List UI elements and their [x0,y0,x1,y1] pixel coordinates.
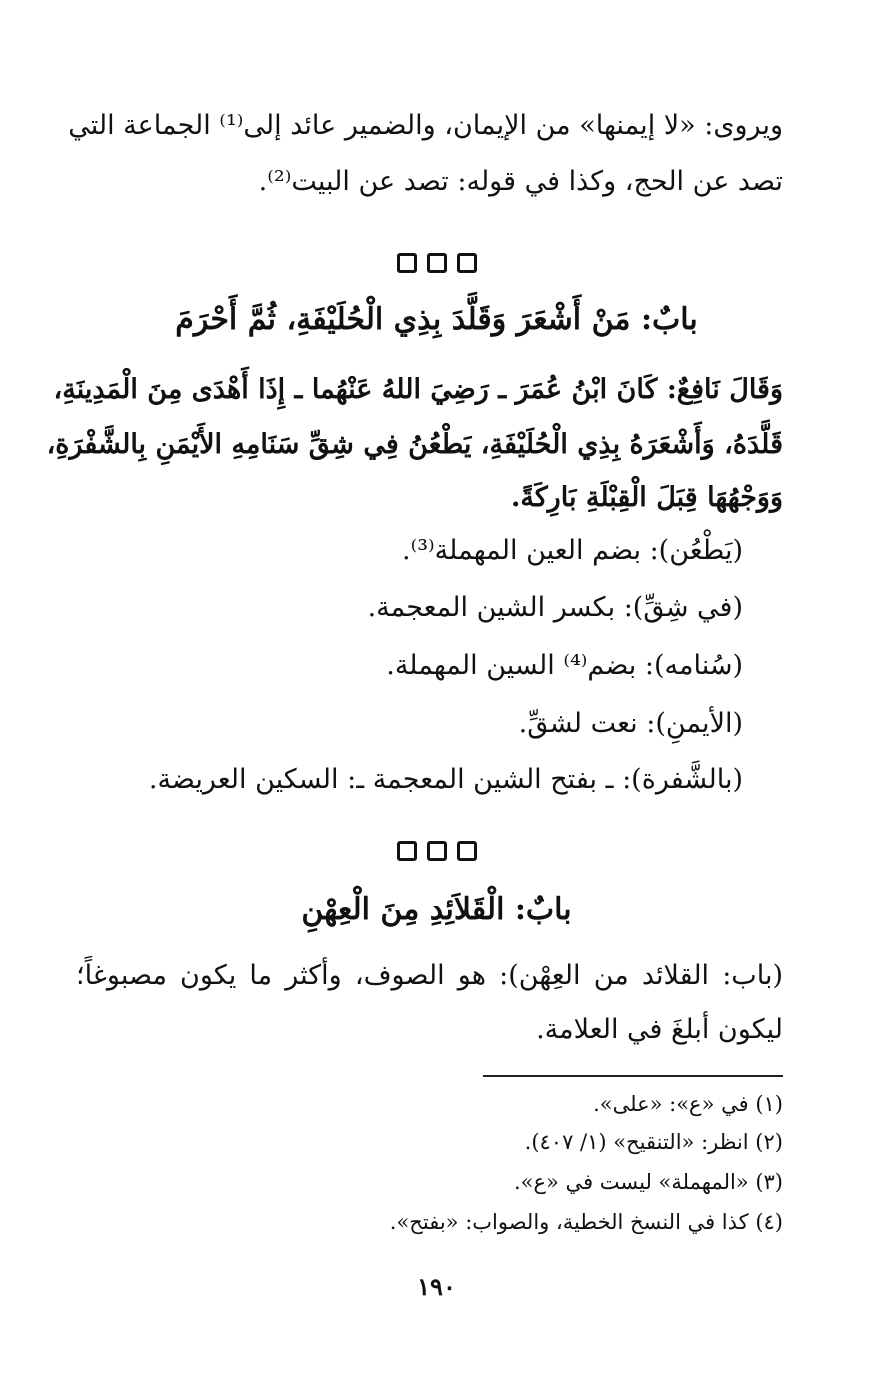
footnote-3: (٣) «المهملة» ليست في «ع». [513,1170,783,1194]
section-separator-2 [0,841,873,861]
body-line-2: تصد عن الحج، وكذا في قوله: تصد عن البيت⁽²⁾. [258,166,783,197]
note-line: (سُنامه): بضم⁽⁴⁾ السين المهملة. [386,650,743,681]
body-line-3: (باب: القلائد من العِهْن): هو الصوف، وأكثر ما يكون مصبوغاً؛ [76,960,783,991]
body-line-1: ويروى: «لا إيمنها» من الإيمان، والضمير عائد إلى⁽¹⁾ الجماعة التي [68,110,783,141]
hadith-line-2: قَلَّدَهُ، وَأَشْعَرَهُ بِذِي الْحُلَيْفَةِ، يَطْعُنُ فِي شِقِّ سَنَامِهِ الأَيْمَنِ بِالشَّفْرَةِ، [46,429,783,460]
section-heading-1: بابٌ: مَنْ أَشْعَرَ وَقَلَّدَ بِذِي الْحُلَيْفَةِ، ثُمَّ أَحْرَمَ [175,302,698,337]
square-ornament-icon [427,253,447,273]
note-line: (بالشَّفرة): ـ بفتح الشين المعجمة ـ: السكين العريضة. [148,764,743,795]
square-ornament-icon [397,841,417,861]
square-ornament-icon [397,253,417,273]
section-heading-2: بابٌ: الْقَلاَئِدِ مِنَ الْعِهْنِ [301,892,572,927]
footnote-4: (٤) كذا في النسخ الخطية، والصواب: «بفتح». [389,1210,783,1234]
note-line: (الأيمنِ): نعت لشقِّ. [518,708,743,739]
note-line: (في شِقِّ): بكسر الشين المعجمة. [367,592,743,623]
footnote-1: (١) في «ع»: «على». [593,1092,783,1116]
footnote-2: (٢) انظر: «التنقيح» (١/ ٤٠٧). [524,1130,783,1154]
square-ornament-icon [427,841,447,861]
square-ornament-icon [457,841,477,861]
square-ornament-icon [457,253,477,273]
page-number: ١٩٠ [417,1272,456,1301]
hadith-line-1: وَقَالَ نَافِعٌ: كَانَ ابْنُ عُمَرَ ـ رَضِيَ اللهُ عَنْهُما ـ إِذَا أَهْدَى مِنَ الْمَدِينَةِ، [53,374,783,405]
footnote-divider [483,1075,783,1077]
body-line-4: ليكون أبلغَ في العلامة. [536,1014,783,1045]
section-separator-1 [0,253,873,273]
note-line: (يَطْعُن): بضم العين المهملة⁽³⁾. [402,535,743,566]
hadith-line-3: وَوَجْهُهَا قِبَلَ الْقِبْلَةِ بَارِكَةً. [510,482,783,513]
